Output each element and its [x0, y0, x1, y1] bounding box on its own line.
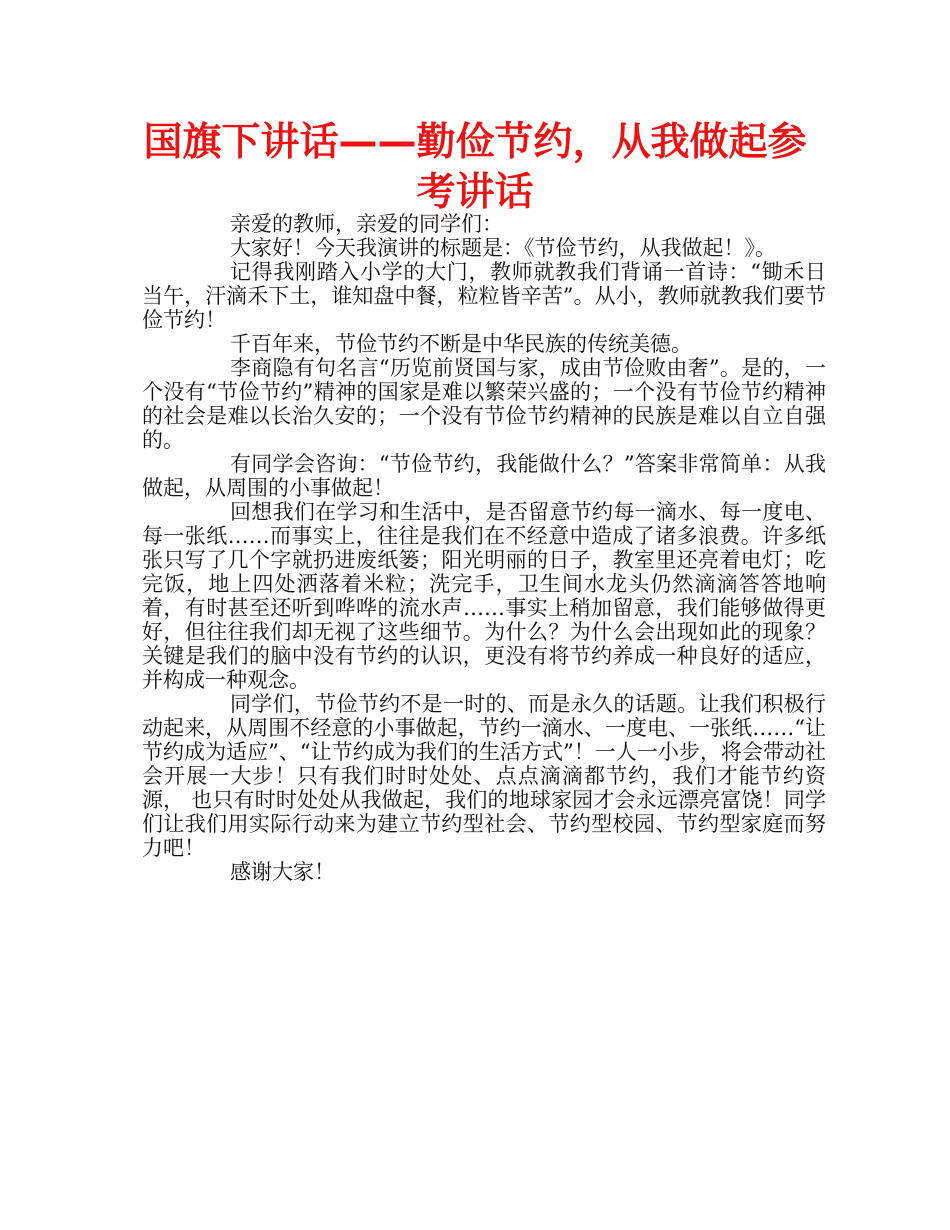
paragraph-call-to-action: 同学们，节俭节约不是一时的、而是永久的话题。让我们积极行动起来，从周围不经意的小事做起，节约一滴水、一度电、一张纸……“让节约成为适应”、“让节约成为我们的生活方式”！一人一小步，将会带动社会开展一大步！只有我们时时处处、点点滴滴都节约，我们才能节约资源， 也只有时时处处从我做起，我们的地球家园才会永远漂亮富饶！同学们让我们用实际行动来为建立节约型社会、节约型校园、节约型家庭而努力吧！	[142, 692, 826, 860]
document-title: 国旗下讲话——勤俭节约，从我做起参考讲话	[143, 120, 807, 215]
paragraph-intro: 大家好！今天我演讲的标题是：《节俭节约，从我做起！》。	[230, 236, 776, 260]
paragraph-poem: 记得我刚踏入小学的大门，教师就教我们背诵一首诗：“锄禾日当午，汗滴禾下土，谁知盘中餐，粒粒皆辛苦”。从小，教师就教我们要节俭节约！	[142, 260, 826, 332]
document-body	[142, 212, 826, 884]
paragraph-tradition: 千百年来，节俭节约不断是中华民族的传统美德。	[230, 332, 692, 356]
paragraph-quote: 李商隐有句名言“历览前贤国与家，成由节俭败由奢”。是的，一个没有“节俭节约”精神的国家是难以繁荣兴盛的；一个没有节俭节约精神的社会是难以长治久安的；一个没有节俭节约精神的民族是难以自立自强的。	[142, 356, 826, 452]
paragraph-question: 有同学会咨询：“节俭节约，我能做什么？”答案非常简单：从我做起，从周围的小事做起！	[142, 452, 826, 500]
paragraph-reflection: 回想我们在学习和生活中，是否留意节约每一滴水、每一度电、每一张纸……而事实上，往往是我们在不经意中造成了诸多浪费。许多纸张只写了几个字就扔进废纸篓；阳光明丽的日子，教室里还亮着电灯；吃完饭，地上四处洒落着米粒；洗完手，卫生间水龙头仍然滴滴答答地响着，有时甚至还听到哗哗的流水声……事实上稍加留意，我们能够做得更好，但往往我们却无视了这些细节。为什么？为什么会出现如此的现象？关键是我们的脑中没有节约的认识，更没有将节约养成一种良好的适应，并构成一种观念。	[142, 500, 826, 692]
paragraph-closing: 感谢大家！	[230, 860, 335, 884]
paragraph-greeting: 亲爱的教师，亲爱的同学们：	[230, 212, 503, 236]
